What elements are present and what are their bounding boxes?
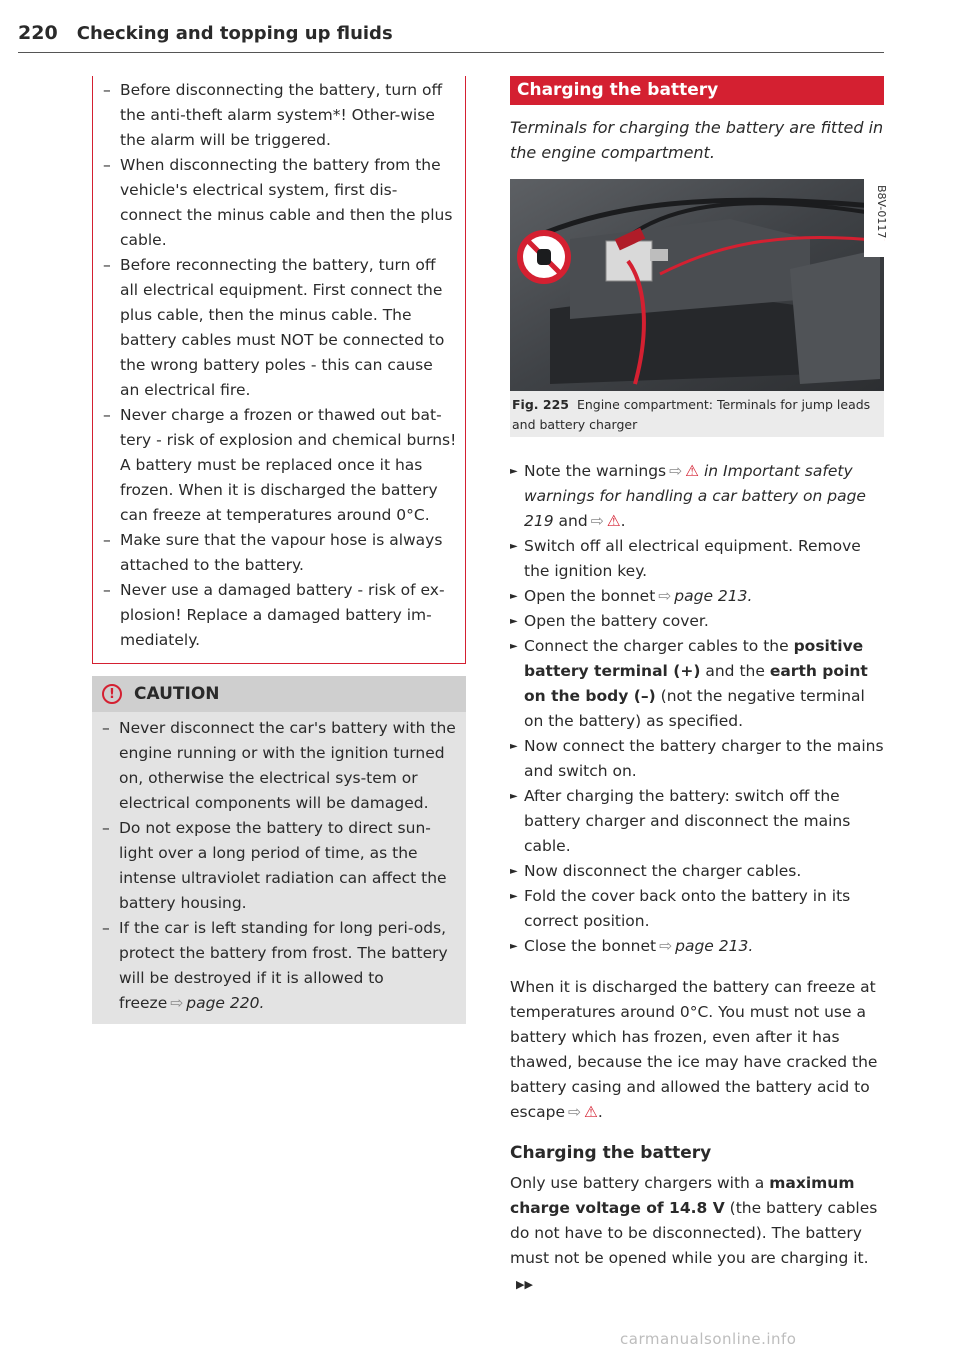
page-number: 220 xyxy=(18,22,58,44)
caution-item-text: If the car is left standing for long peri-ods, protect the battery from frost. The battery will be destroyed if it is allowed to freeze xyxy=(119,919,448,1012)
step-item xyxy=(510,634,884,734)
caution-box xyxy=(92,676,466,1024)
subsection-title: Charging the battery xyxy=(510,1143,712,1163)
step-list xyxy=(510,459,884,959)
paragraph-text: When it is discharged the battery can freeze at temperatures around 0°C. You must not use a battery which has frozen, even after it has thawed, because the ice may have cracked the battery casing and allowed the battery acid to escape xyxy=(510,978,878,1121)
xref-arrow-icon: ⇨ xyxy=(568,1103,582,1121)
warning-item: – Never charge a frozen or thawed out bat-tery - risk of explosion and chemical burns! A battery must be replaced once it has frozen. When it is discharged the battery can freeze at temperatures around 0°C. xyxy=(103,403,457,528)
watermark: carmanualsonline.info xyxy=(620,1330,797,1348)
warning-item: – Make sure that the vapour hose is always attached to the battery. xyxy=(103,528,457,578)
section-intro: Terminals for charging the battery are fitted in the engine compartment. xyxy=(510,118,884,162)
xref-arrow-icon: ⇨ xyxy=(590,512,604,530)
warning-item: – Before reconnecting the battery, turn off all electrical equipment. First connect the plus cable, then the minus cable. The battery cables must NOT be connected to the wrong battery poles - this can cause an electrical fire. xyxy=(103,253,457,403)
subsection-paragraph xyxy=(510,1171,884,1297)
warning-item: – When disconnecting the battery from the vehicle's electrical system, first dis-connect the minus cable and then the plus cable. xyxy=(103,153,457,253)
xref-arrow-icon: ⇨ xyxy=(659,937,673,955)
paragraph-text: (the battery cables do not have to be disconnected). The battery must not be opened while you are charging it. xyxy=(510,1199,878,1267)
figure-caption-text: Engine compartment: Terminals for jump leads and battery charger xyxy=(512,397,871,432)
caution-icon: ! xyxy=(102,684,122,704)
step-item: ► After charging the battery: switch off the battery charger and disconnect the mains cable. xyxy=(510,784,884,859)
caution-item: – Never disconnect the car's battery with the engine running or with the ignition turned on, otherwise the electrical sys-tem or electrical components will be damaged. xyxy=(102,716,458,816)
step-item: ► Switch off all electrical equipment. Remove the ignition key. xyxy=(510,534,884,584)
step-item: ► Fold the cover back onto the battery in its correct position. xyxy=(510,884,884,934)
left-column xyxy=(92,76,466,1024)
step-item xyxy=(510,584,884,609)
figure-code: B8V-0117 xyxy=(875,185,888,239)
page-reference-link[interactable]: in Important safety warnings for handling a car battery on page 219 xyxy=(524,462,866,530)
warning-item: – Before disconnecting the battery, turn off the anti-theft alarm system*! Other-wise the alarm will be triggered. xyxy=(103,78,457,153)
step-text: Note the warnings xyxy=(524,462,667,480)
section-title: Charging the battery xyxy=(510,76,884,105)
warning-item: – Never use a damaged battery - risk of ex-plosion! Replace a damaged battery im-mediately. xyxy=(103,578,457,653)
engine-part xyxy=(790,249,880,384)
chapter-title: Checking and topping up fluids xyxy=(76,23,393,44)
page-reference-link[interactable]: page 220. xyxy=(186,994,265,1012)
step-text: Open the bonnet xyxy=(524,587,656,605)
step-text: and xyxy=(558,512,588,530)
warning-triangle-icon: ⚠ xyxy=(685,462,700,480)
page-header xyxy=(18,22,884,44)
figure-label: Fig. 225 xyxy=(512,397,569,412)
header-rule xyxy=(18,52,884,53)
caution-item: – Do not expose the battery to direct sun-light over a long period of time, as the intense ultraviolet radiation can affect the battery housing. xyxy=(102,816,458,916)
right-column xyxy=(510,76,888,1297)
figure-caption xyxy=(510,391,884,437)
figure xyxy=(510,179,888,437)
paragraph-emphasis: maximum charge voltage of 14.8 V xyxy=(510,1174,855,1217)
step-item: ► Now connect the battery charger to the mains and switch on. xyxy=(510,734,884,784)
step-text: and the xyxy=(705,662,765,680)
caution-item xyxy=(102,916,458,1016)
continue-arrow-icon: ▶▶ xyxy=(516,1278,533,1291)
warning-triangle-icon: ⚠ xyxy=(584,1103,598,1121)
hand-icon xyxy=(537,249,551,265)
step-text: Connect the charger cables to the xyxy=(524,637,789,655)
warning-list xyxy=(103,78,457,653)
caution-header xyxy=(92,676,466,712)
step-item: ► Open the battery cover. xyxy=(510,609,884,634)
step-text: Close the bonnet xyxy=(524,937,657,955)
step-item: ► Note the warnings ⇨ ⚠ in Important safety warnings for handling a car battery on page 219 and ⇨ ⚠. xyxy=(510,459,884,534)
step-emphasis: positive battery terminal (+) xyxy=(524,637,864,680)
xref-arrow-icon: ⇨ xyxy=(170,994,184,1012)
paragraph-text: Only use battery chargers with a xyxy=(510,1174,765,1192)
warning-sticker xyxy=(650,249,668,261)
step-emphasis: earth point on the body (–) xyxy=(524,662,868,705)
step-item xyxy=(510,934,884,959)
page-reference-link[interactable]: page 213. xyxy=(675,937,754,955)
caution-list xyxy=(92,712,466,1024)
step-text: (not the negative terminal on the battery) as specified. xyxy=(524,687,865,730)
xref-arrow-icon: ⇨ xyxy=(658,587,672,605)
warning-triangle-icon: ⚠ xyxy=(606,512,621,530)
xref-arrow-icon: ⇨ xyxy=(669,462,683,480)
freeze-paragraph: When it is discharged the battery can freeze at temperatures around 0°C. You must not use a battery which has frozen, even after it has thawed, because the ice may have cracked the battery casing and allowed the battery acid to escape ⇨ ⚠. xyxy=(510,978,878,1121)
warning-box xyxy=(92,76,466,664)
step-item: ► Now disconnect the charger cables. xyxy=(510,859,884,884)
engine-compartment-illustration xyxy=(510,179,888,391)
page-reference-link[interactable]: page 213. xyxy=(674,587,753,605)
caution-label: CAUTION xyxy=(134,684,220,704)
